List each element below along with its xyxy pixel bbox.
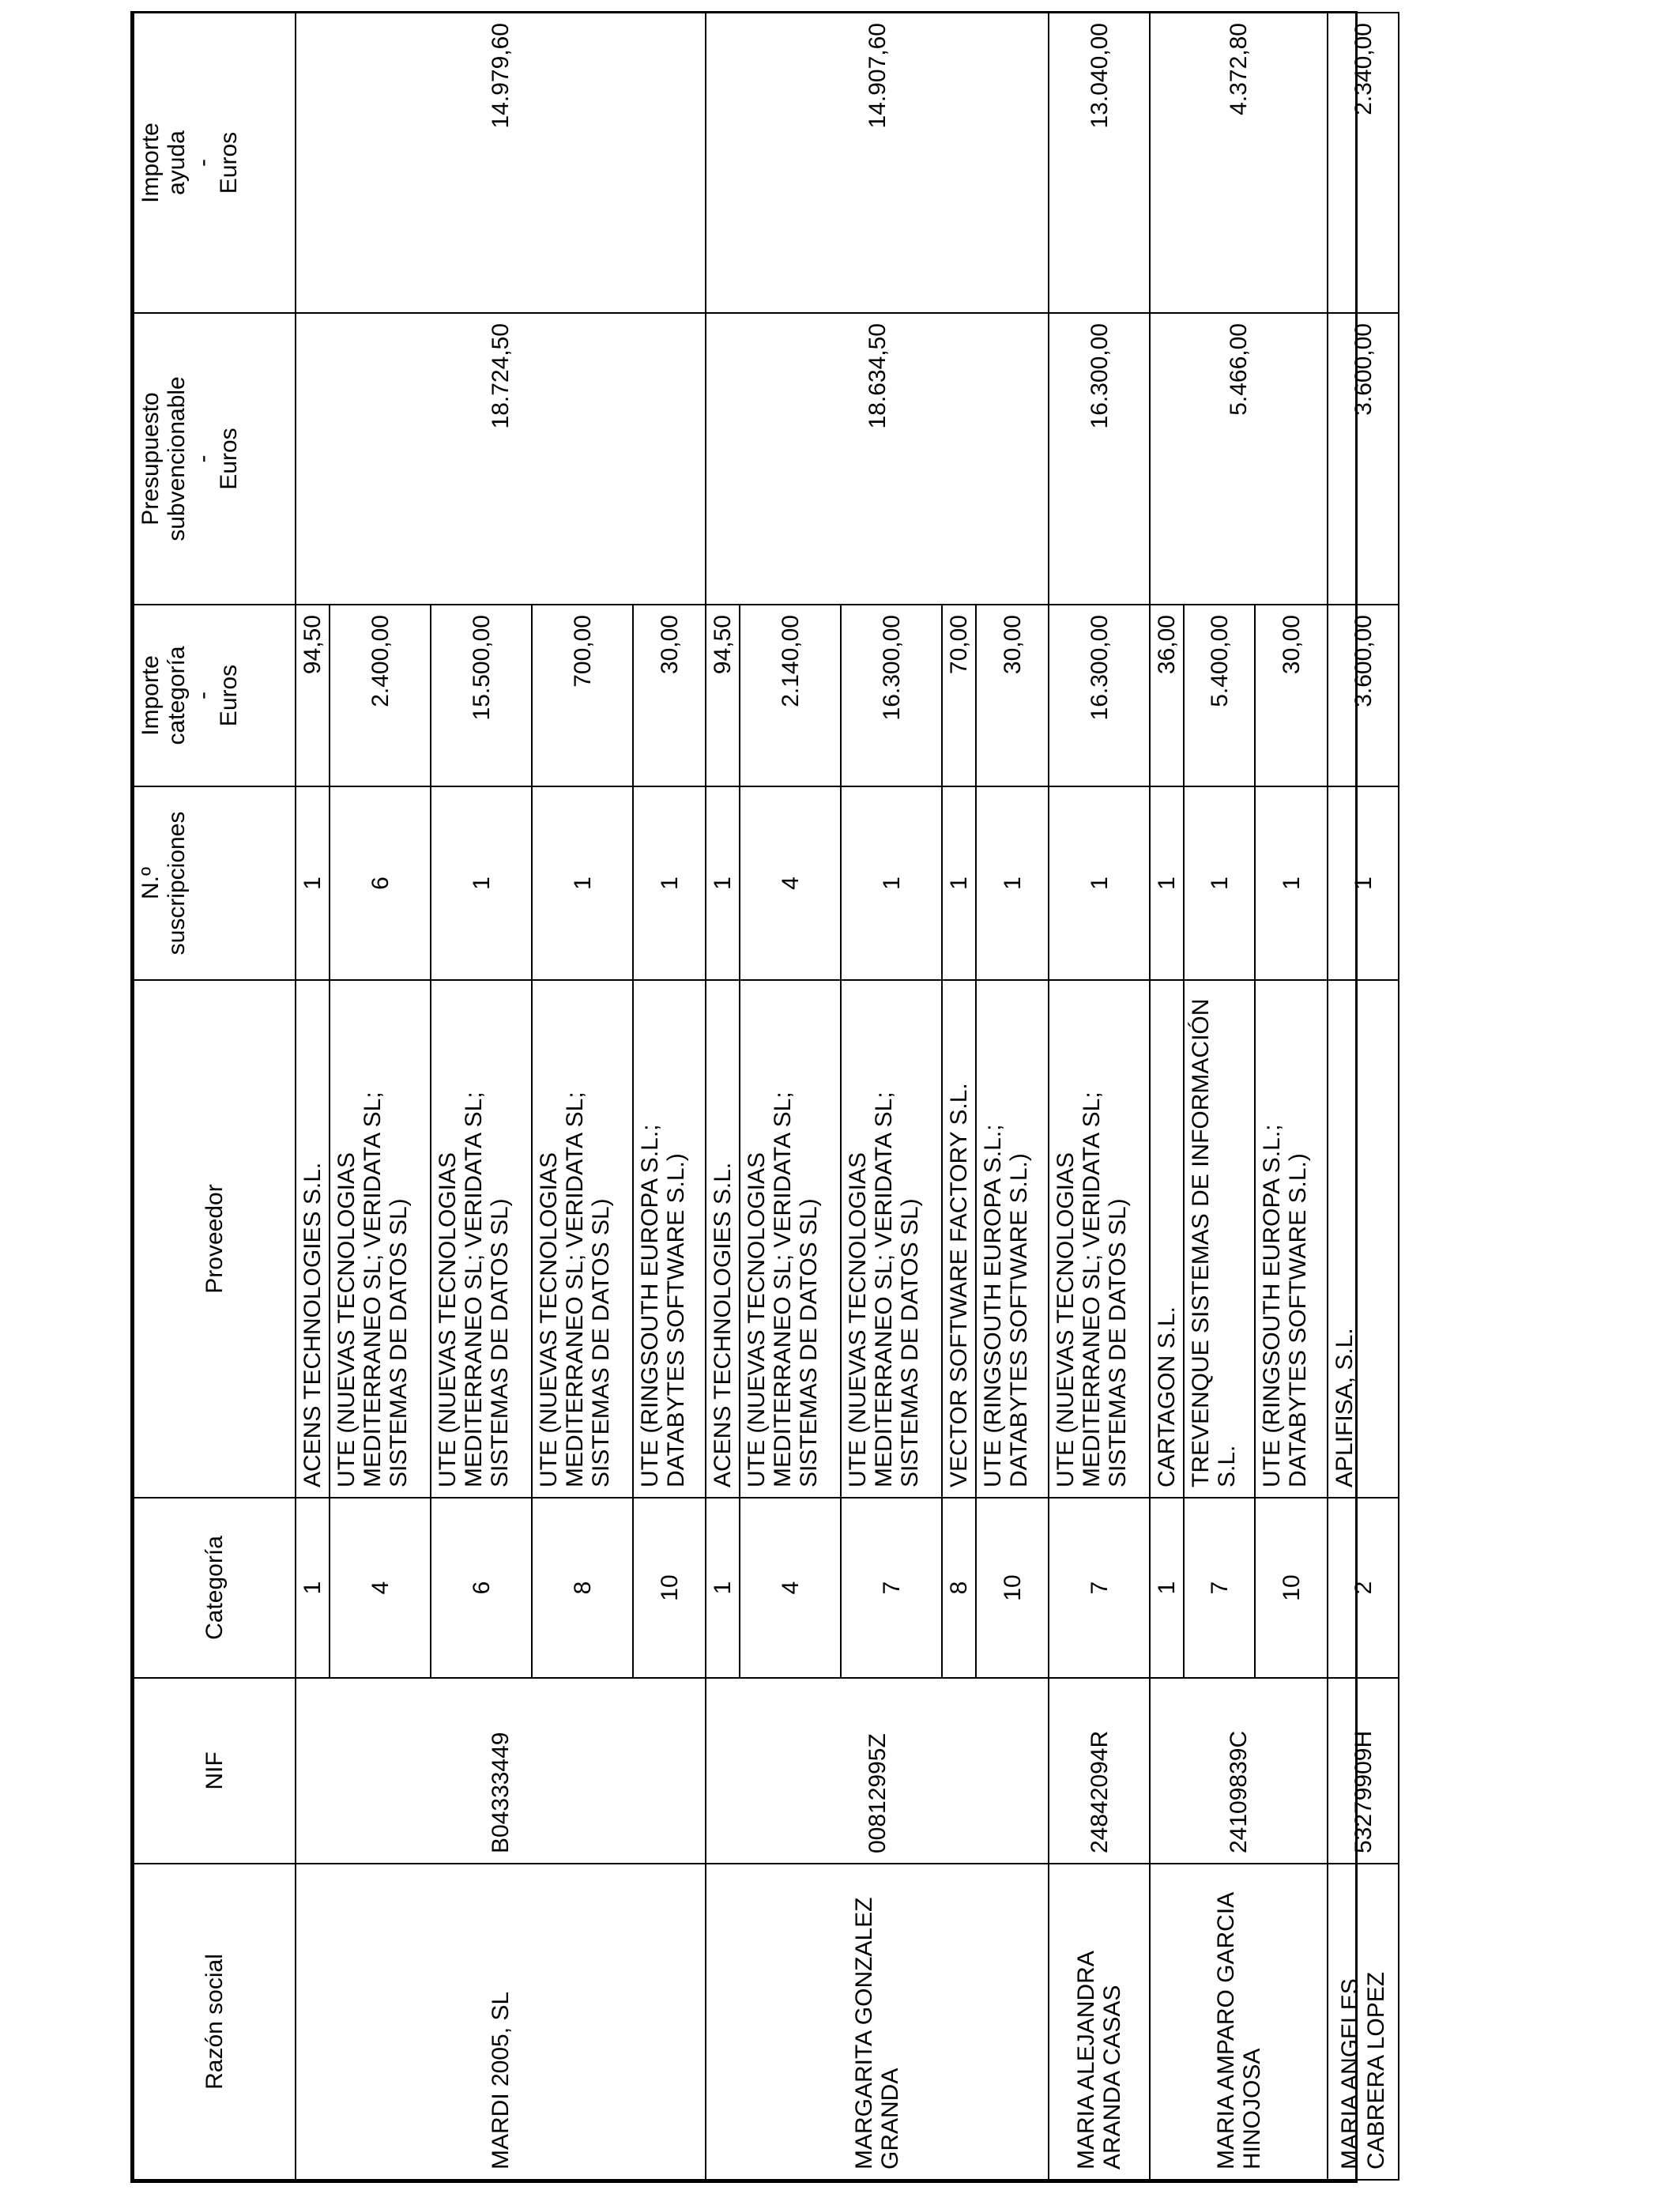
table-row [1328, 13, 1399, 2180]
proveedor-cell: UTE (RINGSOUTH EUROPA S.L.; DATABYTES SOFTWARE S.L.) [1255, 980, 1328, 1498]
header-nif-text: NIF [202, 1751, 228, 1790]
categoria-cell: 4 [330, 1498, 431, 1678]
subsidy-table [133, 12, 1399, 2181]
importe-categoria-cell: 3.600,00 [1328, 605, 1399, 786]
header-suscripciones [134, 786, 296, 980]
proveedor-cell: CARTAGON S.L. [1150, 980, 1184, 1498]
importe-categoria-cell: 2.400,00 [330, 605, 431, 786]
header-categoria [134, 1498, 296, 1678]
proveedor-cell: UTE (NUEVAS TECNOLOGIAS MEDITERRANEO SL; VERIDATA SL; SISTEMAS DE DATOS SL) [1049, 980, 1150, 1498]
header-razon-social-text: Razón social [202, 1954, 228, 2090]
header-presupuesto [134, 313, 296, 605]
categoria-cell: 8 [532, 1498, 633, 1678]
importe-categoria-cell: 5.400,00 [1184, 605, 1255, 786]
suscripciones-cell: 6 [330, 786, 431, 980]
suscripciones-cell: 1 [532, 786, 633, 980]
razon-social-cell: MARIA ANGELES CABRERA LOPEZ [1328, 1864, 1399, 2180]
header-suscripciones-text: N.º suscripciones [137, 811, 190, 956]
suscripciones-cell: 1 [1049, 786, 1150, 980]
razon-social-cell: MARGARITA GONZALEZ GRANDA [706, 1864, 1049, 2180]
suscripciones-cell: 4 [740, 786, 841, 980]
presupuesto-cell: 16.300,00 [1049, 313, 1150, 605]
suscripciones-cell: 1 [431, 786, 532, 980]
rotated-page-frame [130, 11, 1389, 2183]
proveedor-cell: UTE (RINGSOUTH EUROPA S.L.; DATABYTES SOFTWARE S.L.) [976, 980, 1049, 1498]
table-row [1049, 13, 1150, 2180]
importe-categoria-cell: 70,00 [942, 605, 976, 786]
presupuesto-cell: 3.600,00 [1328, 313, 1399, 605]
importe-categoria-cell: 15.500,00 [431, 605, 532, 786]
razon-social-cell: MARDI 2005, SL [296, 1864, 706, 2180]
categoria-cell: 1 [706, 1498, 740, 1678]
header-row [134, 13, 296, 2180]
importe-categoria-cell: 700,00 [532, 605, 633, 786]
header-presupuesto-text: Presupuesto subvencionable - Euros [137, 376, 242, 541]
proveedor-cell: ACENS TECHNOLOGIES S.L. [296, 980, 330, 1498]
importe-ayuda-cell: 14.979,60 [296, 13, 706, 313]
suscripciones-cell: 1 [841, 786, 942, 980]
categoria-cell: 7 [1184, 1498, 1255, 1678]
proveedor-cell: UTE (RINGSOUTH EUROPA S.L.; DATABYTES SOFTWARE S.L.) [633, 980, 706, 1498]
proveedor-cell: UTE (NUEVAS TECNOLOGIAS MEDITERRANEO SL; VERIDATA SL; SISTEMAS DE DATOS SL) [740, 980, 841, 1498]
importe-categoria-cell: 16.300,00 [841, 605, 942, 786]
header-proveedor [134, 980, 296, 1498]
proveedor-cell: UTE (NUEVAS TECNOLOGIAS MEDITERRANEO SL; VERIDATA SL; SISTEMAS DE DATOS SL) [431, 980, 532, 1498]
suscripciones-cell: 1 [1328, 786, 1399, 980]
header-razon-social [134, 1864, 296, 2180]
nif-cell: 00812995Z [706, 1678, 1049, 1864]
razon-social-cell: MARIA ALEJANDRA ARANDA CASAS [1049, 1864, 1150, 2180]
categoria-cell: 10 [1255, 1498, 1328, 1678]
proveedor-cell: ACENS TECHNOLOGIES S.L. [706, 980, 740, 1498]
header-importe-categoria [134, 605, 296, 786]
table-row [1150, 13, 1184, 2180]
nif-cell: B04333449 [296, 1678, 706, 1864]
importe-categoria-cell: 2.140,00 [740, 605, 841, 786]
header-proveedor-text: Proveedor [202, 1184, 228, 1294]
proveedor-cell: UTE (NUEVAS TECNOLOGIAS MEDITERRANEO SL; VERIDATA SL; SISTEMAS DE DATOS SL) [841, 980, 942, 1498]
proveedor-cell: TREVENQUE SISTEMAS DE INFORMACIÓN S.L. [1184, 980, 1255, 1498]
header-categoria-text: Categoría [202, 1536, 228, 1640]
proveedor-cell: VECTOR SOFTWARE FACTORY S.L. [942, 980, 976, 1498]
presupuesto-cell: 5.466,00 [1150, 313, 1328, 605]
suscripciones-cell: 1 [706, 786, 740, 980]
importe-ayuda-cell: 13.040,00 [1049, 13, 1150, 313]
importe-categoria-cell: 30,00 [1255, 605, 1328, 786]
categoria-cell: 10 [976, 1498, 1049, 1678]
importe-ayuda-cell: 14.907,60 [706, 13, 1049, 313]
table-row [296, 13, 330, 2180]
importe-categoria-cell: 16.300,00 [1049, 605, 1150, 786]
header-importe-ayuda [134, 13, 296, 313]
presupuesto-cell: 18.634,50 [706, 313, 1049, 605]
rotated-table-container [133, 13, 1389, 2181]
suscripciones-cell: 1 [976, 786, 1049, 980]
importe-categoria-cell: 30,00 [976, 605, 1049, 786]
categoria-cell: 8 [942, 1498, 976, 1678]
proveedor-cell: APLIFISA, S.L. [1328, 980, 1399, 1498]
categoria-cell: 7 [841, 1498, 942, 1678]
categoria-cell: 10 [633, 1498, 706, 1678]
categoria-cell: 7 [1049, 1498, 1150, 1678]
importe-categoria-cell: 30,00 [633, 605, 706, 786]
suscripciones-cell: 1 [633, 786, 706, 980]
categoria-cell: 1 [296, 1498, 330, 1678]
importe-categoria-cell: 36,00 [1150, 605, 1184, 786]
categoria-cell: 1 [1150, 1498, 1184, 1678]
categoria-cell: 6 [431, 1498, 532, 1678]
nif-cell: 24109839C [1150, 1678, 1328, 1864]
presupuesto-cell: 18.724,50 [296, 313, 706, 605]
header-importe-ayuda-text: Importe ayuda - Euros [137, 123, 242, 203]
importe-ayuda-cell: 4.372,80 [1150, 13, 1328, 313]
razon-social-cell: MARIA AMPARO GARCIA HINOJOSA [1150, 1864, 1328, 2180]
header-importe-categoria-text: Importe categoría - Euros [137, 646, 242, 745]
categoria-cell: 4 [740, 1498, 841, 1678]
suscripciones-cell: 1 [296, 786, 330, 980]
header-nif [134, 1678, 296, 1864]
nif-cell: 24842094R [1049, 1678, 1150, 1864]
importe-ayuda-cell: 2.340,00 [1328, 13, 1399, 313]
suscripciones-cell: 1 [1184, 786, 1255, 980]
suscripciones-cell: 1 [942, 786, 976, 980]
table-row [706, 13, 740, 2180]
importe-categoria-cell: 94,50 [296, 605, 330, 786]
suscripciones-cell: 1 [1255, 786, 1328, 980]
nif-cell: 53279909H [1328, 1678, 1399, 1864]
importe-categoria-cell: 94,50 [706, 605, 740, 786]
proveedor-cell: UTE (NUEVAS TECNOLOGIAS MEDITERRANEO SL; VERIDATA SL; SISTEMAS DE DATOS SL) [330, 980, 431, 1498]
suscripciones-cell: 1 [1150, 786, 1184, 980]
categoria-cell: 2 [1328, 1498, 1399, 1678]
proveedor-cell: UTE (NUEVAS TECNOLOGIAS MEDITERRANEO SL; VERIDATA SL; SISTEMAS DE DATOS SL) [532, 980, 633, 1498]
